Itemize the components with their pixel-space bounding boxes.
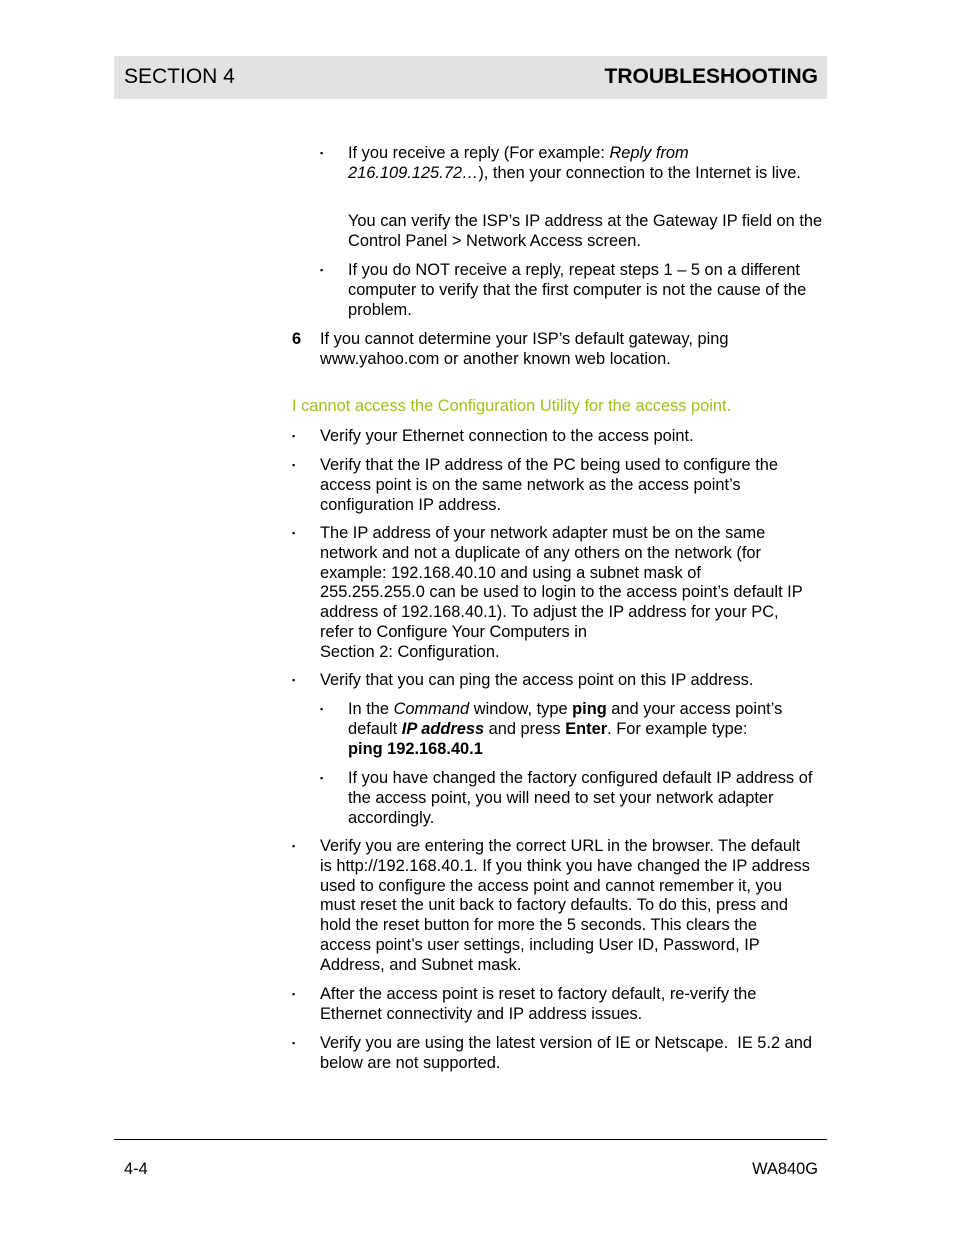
bullet-icon: ▪ xyxy=(320,773,324,783)
bullet-icon: ▪ xyxy=(292,431,296,441)
bullet-icon: ▪ xyxy=(292,989,296,999)
list-item-note: You can verify the ISP’s IP address at the Gateway IP field on the Control Panel > Network Access screen. xyxy=(348,212,823,250)
list-item: If you do NOT receive a reply, repeat steps 1 – 5 on a different computer to verify that the first computer is not the cause of the problem. xyxy=(348,261,807,319)
page-number: 4-4 xyxy=(124,1160,148,1178)
list-item: The IP address of your network adapter must be on the same network and not a duplicate of any others on the network (for example: 192.168.40.10 and using a subnet mask of 255.255.255.0 can be used to login to the access point’s default IP address of 192.168.40.1). To adjust the IP address for your PC, refer to Configure Your Computers in Section 2: Configuration. xyxy=(320,524,803,661)
subheading: I cannot access the Configuration Utility for the access point. xyxy=(292,397,732,415)
list-item: If you have changed the factory configured default IP address of the access point, you will need to set your network adapter accordingly. xyxy=(348,769,813,827)
bullet-icon: ▪ xyxy=(320,704,324,714)
bullet-icon: ▪ xyxy=(292,841,296,851)
list-item: Verify you are using the latest version of IE or Netscape. IE 5.2 and below are not supported. xyxy=(320,1034,817,1072)
bullet-icon: ▪ xyxy=(320,265,324,275)
list-item: Verify that the IP address of the PC being used to configure the access point is on the same network as the access point’s configuration IP address. xyxy=(320,456,779,514)
list-item: In the Command window, type ping and your access point’s default IP address and press Enter. For example type: ping 192.168.40.1 xyxy=(348,700,783,758)
list-item: After the access point is reset to factory default, re-verify the Ethernet connectivity and IP address issues. xyxy=(320,985,757,1023)
bullet-icon: ▪ xyxy=(292,460,296,470)
bullet-icon: ▪ xyxy=(320,148,324,158)
bullet-icon: ▪ xyxy=(292,1038,296,1048)
product-model: WA840G xyxy=(752,1160,818,1178)
list-item: Verify you are entering the correct URL in the browser. The default is http://192.168.40.1. If you think you have changed the IP address used to configure the access point and cannot remember it, you must reset the unit back to factory defaults. To do this, press and hold the reset button for more the 5 seconds. This clears the access point’s user settings, including User ID, Password, IP Address, and Subnet mask. xyxy=(320,837,810,974)
bullet-icon: ▪ xyxy=(292,528,296,538)
section-header-band xyxy=(114,56,827,99)
section-label: SECTION 4 xyxy=(124,65,235,88)
list-item: Verify that you can ping the access point on this IP address. xyxy=(320,671,754,689)
bullet-icon: ▪ xyxy=(292,675,296,685)
section-title: TROUBLESHOOTING xyxy=(604,65,818,88)
list-item: Verify your Ethernet connection to the access point. xyxy=(320,427,694,445)
list-item: If you receive a reply (For example: Reply from 216.109.125.72…), then your connection to the Internet is live. xyxy=(348,144,801,182)
step-number: 6 xyxy=(292,330,302,348)
step-text: If you cannot determine your ISP’s default gateway, ping www.yahoo.com or another known web location. xyxy=(320,330,729,368)
footer-divider xyxy=(114,1139,827,1140)
